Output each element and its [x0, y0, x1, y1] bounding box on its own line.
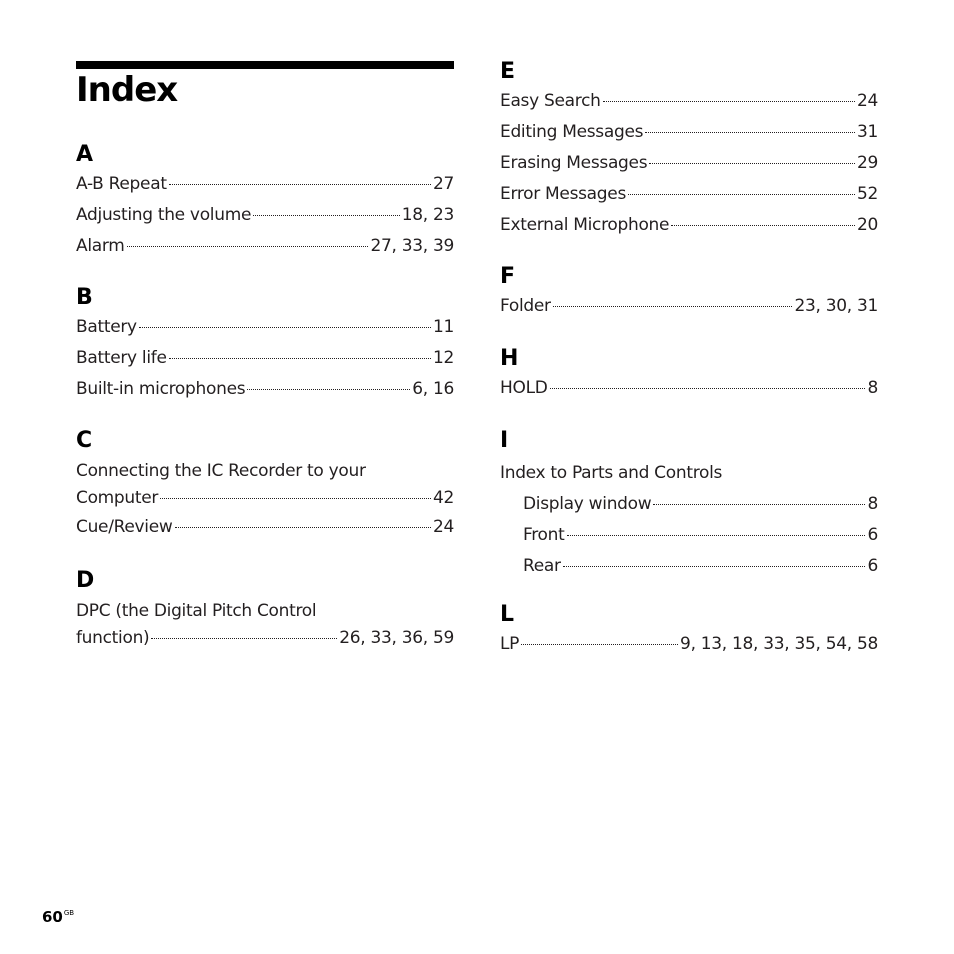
entry-label: Editing Messages — [500, 122, 644, 142]
index-section-c — [76, 427, 454, 543]
index-entry — [76, 343, 454, 374]
entry-label: Battery life — [76, 348, 167, 368]
entry-pages: 18, 23 — [401, 205, 454, 225]
index-entry — [76, 312, 454, 343]
section-letter: F — [500, 264, 516, 289]
index-section-e — [500, 58, 878, 241]
index-section-h — [500, 345, 878, 404]
entry-label: Front — [523, 525, 565, 545]
index-entry — [76, 512, 454, 543]
index-entry — [500, 373, 878, 404]
index-entry — [76, 169, 454, 200]
entry-pages: 11 — [432, 317, 454, 337]
page-number-suffix: GB — [63, 909, 75, 917]
index-section-i — [500, 427, 878, 582]
entry-label-line: DPC (the Digital Pitch Control — [76, 601, 317, 621]
leader-dots — [653, 503, 865, 505]
leader-dots — [553, 305, 793, 307]
index-entry — [500, 629, 878, 660]
leader-dots — [671, 224, 855, 226]
entry-pages: 12 — [432, 348, 454, 368]
section-letter: E — [500, 59, 516, 84]
page-number-value: 60 — [42, 908, 63, 926]
entry-label: Alarm — [76, 236, 125, 256]
leader-dots — [563, 565, 866, 567]
section-letter: D — [76, 568, 95, 593]
entry-pages: 31 — [856, 122, 878, 142]
index-entry — [500, 210, 878, 241]
section-letter: L — [500, 602, 515, 627]
index-section-f — [500, 263, 878, 322]
index-entry — [500, 291, 878, 322]
entry-pages: 6 — [867, 525, 878, 545]
index-entry — [500, 179, 878, 210]
entry-label: HOLD — [500, 378, 548, 398]
index-section-b — [76, 284, 454, 405]
page-title: Index — [76, 70, 178, 110]
entry-label: Built-in microphones — [76, 379, 246, 399]
leader-dots — [628, 193, 855, 195]
entry-label: Easy Search — [500, 91, 601, 111]
section-letter: C — [76, 428, 93, 453]
index-subentry — [500, 489, 878, 520]
entry-pages: 6, 16 — [412, 379, 454, 399]
index-entry — [500, 117, 878, 148]
entry-label: Rear — [523, 556, 561, 576]
entry-label: Computer — [76, 488, 159, 508]
index-section-d — [76, 567, 454, 652]
entry-pages: 52 — [856, 184, 878, 204]
entry-label-line: Connecting the IC Recorder to your — [76, 461, 366, 481]
index-entry — [76, 374, 454, 405]
entry-pages: 27, 33, 39 — [370, 236, 454, 256]
index-subentry — [500, 551, 878, 582]
leader-dots — [247, 388, 410, 390]
entry-pages: 24 — [432, 517, 454, 537]
leader-dots — [169, 183, 431, 185]
entry-label-line: Index to Parts and Controls — [500, 463, 723, 483]
entry-pages: 8 — [867, 494, 878, 514]
entry-pages: 42 — [432, 488, 454, 508]
section-letter: H — [500, 346, 519, 371]
leader-dots — [127, 245, 369, 247]
index-entry — [76, 231, 454, 262]
entry-label: A-B Repeat — [76, 174, 167, 194]
entry-pages: 27 — [432, 174, 454, 194]
index-subentry — [500, 520, 878, 551]
entry-label: Folder — [500, 296, 551, 316]
leader-dots — [567, 534, 866, 536]
entry-pages: 24 — [856, 91, 878, 111]
leader-dots — [160, 497, 431, 499]
leader-dots — [603, 100, 855, 102]
section-letter: A — [76, 142, 94, 167]
section-letter: B — [76, 285, 93, 310]
entry-label: function) — [76, 628, 150, 648]
section-letter: I — [500, 428, 509, 453]
entry-label: Battery — [76, 317, 137, 337]
entry-label: Adjusting the volume — [76, 205, 252, 225]
entry-pages: 26, 33, 36, 59 — [339, 628, 454, 648]
entry-label: Display window — [523, 494, 652, 514]
entry-label: Cue/Review — [76, 517, 173, 537]
entry-pages: 20 — [856, 215, 878, 235]
entry-pages: 8 — [867, 378, 878, 398]
leader-dots — [151, 637, 337, 639]
index-section-a — [76, 141, 454, 262]
leader-dots — [550, 387, 866, 389]
index-entry — [76, 200, 454, 231]
index-entry — [76, 485, 454, 512]
index-entry — [500, 148, 878, 179]
leader-dots — [175, 526, 431, 528]
index-entry — [500, 86, 878, 117]
leader-dots — [645, 131, 855, 133]
entry-pages: 23, 30, 31 — [794, 296, 878, 316]
entry-label: Erasing Messages — [500, 153, 648, 173]
index-entry — [76, 625, 454, 652]
entry-pages: 9, 13, 18, 33, 35, 54, 58 — [680, 634, 878, 654]
entry-pages: 6 — [867, 556, 878, 576]
entry-pages: 29 — [856, 153, 878, 173]
leader-dots — [649, 162, 855, 164]
entry-label: Error Messages — [500, 184, 627, 204]
entry-label: External Microphone — [500, 215, 670, 235]
leader-dots — [253, 214, 400, 216]
entry-label: LP — [500, 634, 520, 654]
page-number — [42, 908, 74, 926]
index-section-l — [500, 601, 878, 660]
leader-dots — [521, 643, 678, 645]
leader-dots — [169, 357, 431, 359]
leader-dots — [139, 326, 431, 328]
